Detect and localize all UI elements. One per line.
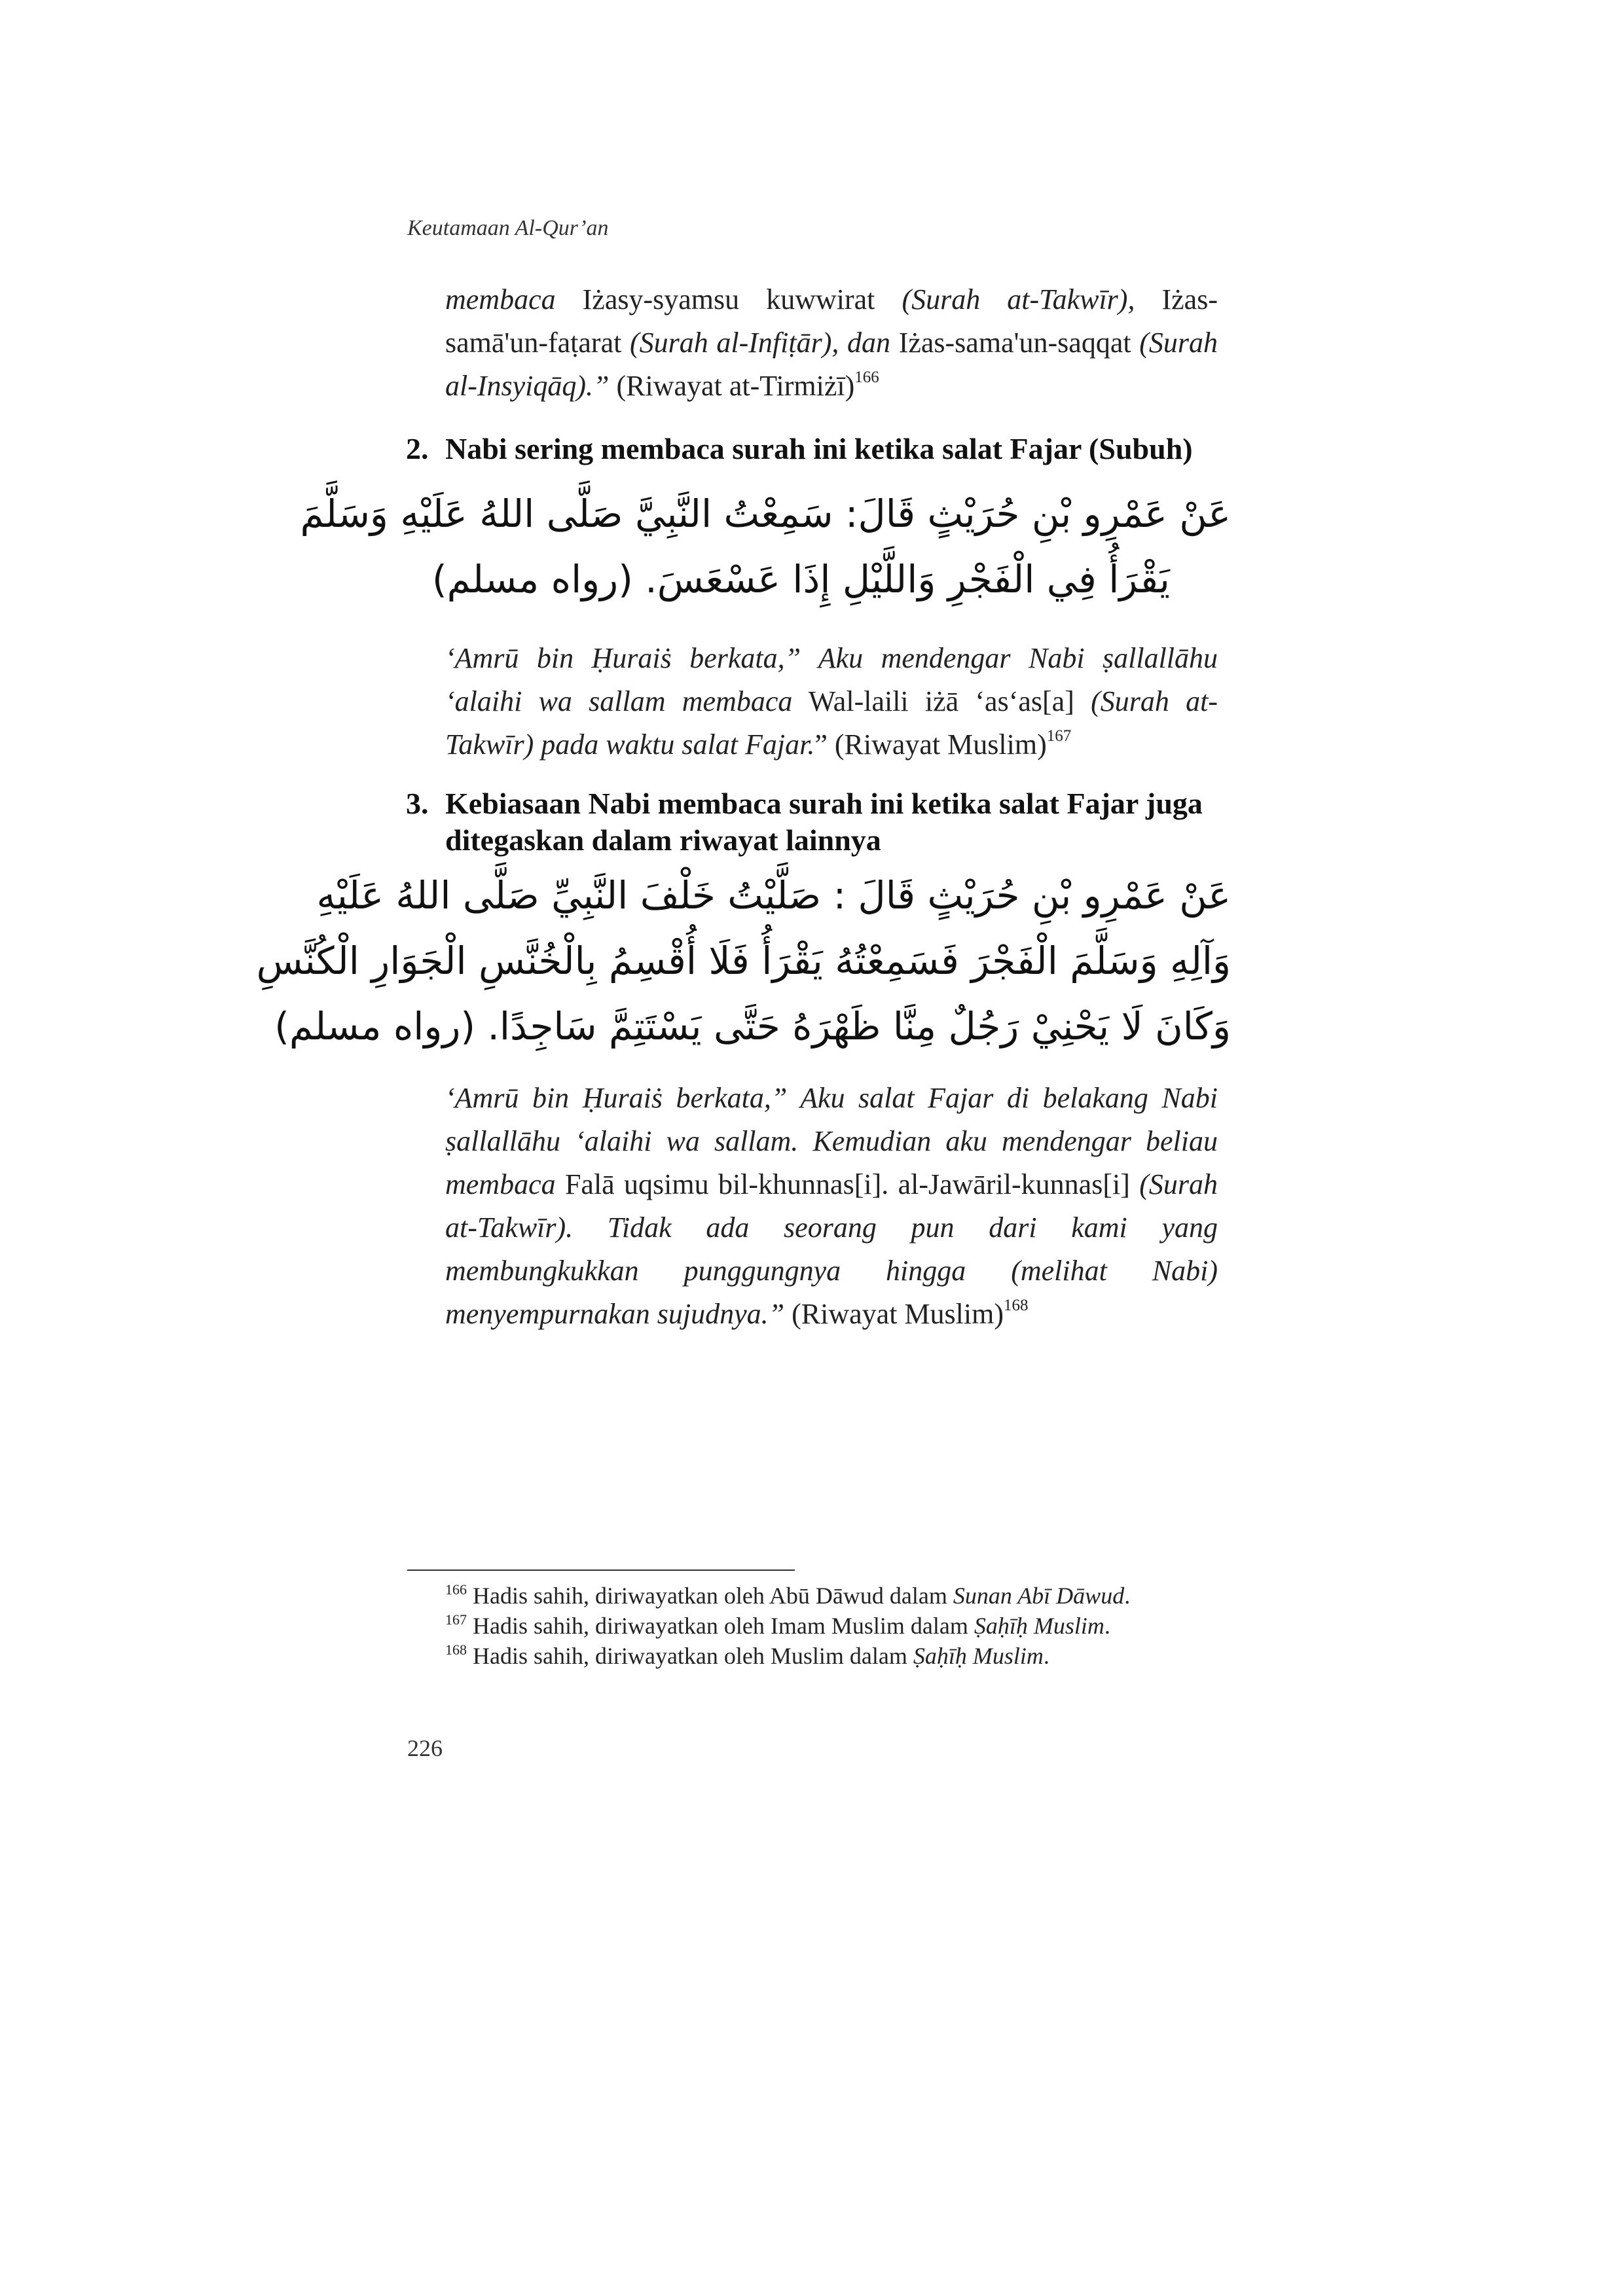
text-italic: (Surah al-Insyiqāq).” <box>445 327 1218 402</box>
heading-number: 3. <box>406 787 429 820</box>
text-roman: Iżas-samā'un-faṭarat <box>445 283 1218 359</box>
footnote-end: . <box>1104 1613 1110 1639</box>
heading-text: ditegaskan dalam riwayat lainnya <box>445 823 881 857</box>
text-italic: ‘Amrū bin Ḥuraiṡ berkata,” Aku mendengar Nabi ṣallallāhu ‘alaihi wa sallam membaca <box>445 642 1218 717</box>
footnote-ref: 168 <box>1004 1297 1029 1314</box>
footnote-text: Hadis sahih, diriwayatkan oleh Abū Dāwud dalam <box>467 1583 953 1609</box>
section2-translation <box>445 637 1218 766</box>
text-roman: Falā uqsimu bil-khunnas[i]. al-Jawāril-kunnas[i] <box>555 1168 1140 1200</box>
arabic-line: يَقْرَأُ فِي الْفَجْرِ وَاللَّيْلِ إِذَا عَسْعَسَ. (رواه مسلم) <box>432 557 1170 601</box>
section1-continuation <box>445 278 1218 408</box>
text-italic: (Surah at-Takwīr), <box>902 283 1135 315</box>
text-roman: Iżasy-syamsu kuwwirat <box>555 283 902 315</box>
arabic-hadith-3 <box>256 863 1231 1059</box>
heading-text: Kebiasaan Nabi membaca surah ini ketika salat Fajar juga <box>445 787 1203 820</box>
arabic-line: وَكَانَ لَا يَحْنِيْ رَجُلٌ مِنَّا ظَهْرَهُ حَتَّى يَسْتَتِمَّ سَاجِدًا. (رواه مسلم) <box>274 1004 1231 1049</box>
translation-paragraph <box>445 637 1218 766</box>
text-roman: Iżas-sama'un-saqqat <box>898 327 1140 359</box>
footnote-source: Sunan Abī Dāwud <box>953 1583 1125 1609</box>
footnotes <box>445 1581 1231 1671</box>
footnote <box>445 1581 1231 1611</box>
arabic-line: عَنْ عَمْرِو بْنِ حُرَيْثٍ قَالَ: سَمِعْتُ النَّبِيَّ صَلَّى اللهُ عَلَيْهِ وَسَلَّمَ <box>300 492 1231 536</box>
text-roman: Wal-laili iżā ‘as‘as[a] <box>792 685 1091 717</box>
text-italic: (Surah at-Takwīr). Tidak ada seorang pun dari kami yang membungkukkan punggungnya hingga (melihat Nabi) menyempurnakan sujudnya.” <box>445 1168 1218 1330</box>
arabic-hadith-2 <box>300 481 1231 612</box>
heading-text: Nabi sering membaca surah ini ketika salat Fajar (Subuh) <box>445 432 1193 465</box>
translation-paragraph <box>445 278 1218 408</box>
footnote-text: Hadis sahih, diriwayatkan oleh Muslim dalam <box>467 1643 913 1669</box>
footnote-end: . <box>1124 1583 1131 1609</box>
footnote <box>445 1611 1231 1641</box>
section3-translation <box>445 1077 1218 1336</box>
footnote <box>445 1641 1231 1671</box>
section-heading-2 <box>406 431 1257 467</box>
footnote-ref: 167 <box>1046 727 1072 745</box>
text-italic: membaca <box>445 283 556 315</box>
footnote-end: . <box>1043 1643 1049 1669</box>
page-number: 226 <box>407 1735 443 1761</box>
footnote-number: 167 <box>445 1611 467 1628</box>
running-header: Keutamaan Al-Qur’an <box>407 216 609 240</box>
text-roman: (Riwayat at-Tirmiżī) <box>609 370 855 402</box>
footnote-divider <box>407 1570 795 1571</box>
footnote-number: 166 <box>445 1581 467 1598</box>
heading-number: 2. <box>406 432 429 465</box>
text-italic: ‘Amrū bin Ḥuraiṡ berkata,” Aku salat Fajar di belakang Nabi ṣallallāhu ‘alaihi wa sallam. Kemudian aku mendengar beliau membaca <box>445 1082 1218 1200</box>
footnote-ref: 166 <box>854 368 879 386</box>
text-roman: (Riwayat Muslim) <box>784 1298 1004 1330</box>
footnote-text: Hadis sahih, diriwayatkan oleh Imam Muslim dalam <box>467 1613 974 1639</box>
footnote-source: Ṣaḥīḥ Muslim <box>974 1613 1104 1639</box>
section-heading-3 <box>406 785 1257 859</box>
footnote-source: Ṣaḥīḥ Muslim <box>913 1643 1044 1669</box>
text-italic: (Surah at-Takwīr) pada waktu salat Fajar. <box>445 685 1218 761</box>
translation-paragraph <box>445 1077 1218 1336</box>
arabic-line: عَنْ عَمْرِو بْنِ حُرَيْثٍ قَالَ : صَلَّيْتُ خَلْفَ النَّبِيِّ صَلَّى اللهُ عَلَيْهِ <box>316 873 1231 918</box>
text-italic: (Surah al-Infiṭār), <box>629 327 839 359</box>
text-italic: dan <box>839 327 899 359</box>
text-roman: ” (Riwayat Muslim) <box>814 728 1047 761</box>
footnote-number: 168 <box>445 1641 467 1658</box>
arabic-line: وَآلِهِ وَسَلَّمَ الْفَجْرَ فَسَمِعْتُهُ يَقْرَأُ فَلَا أُقْسِمُ بِالْخُنَّسِ الْجَوَارِ الْكُنَّسِ <box>256 939 1231 983</box>
